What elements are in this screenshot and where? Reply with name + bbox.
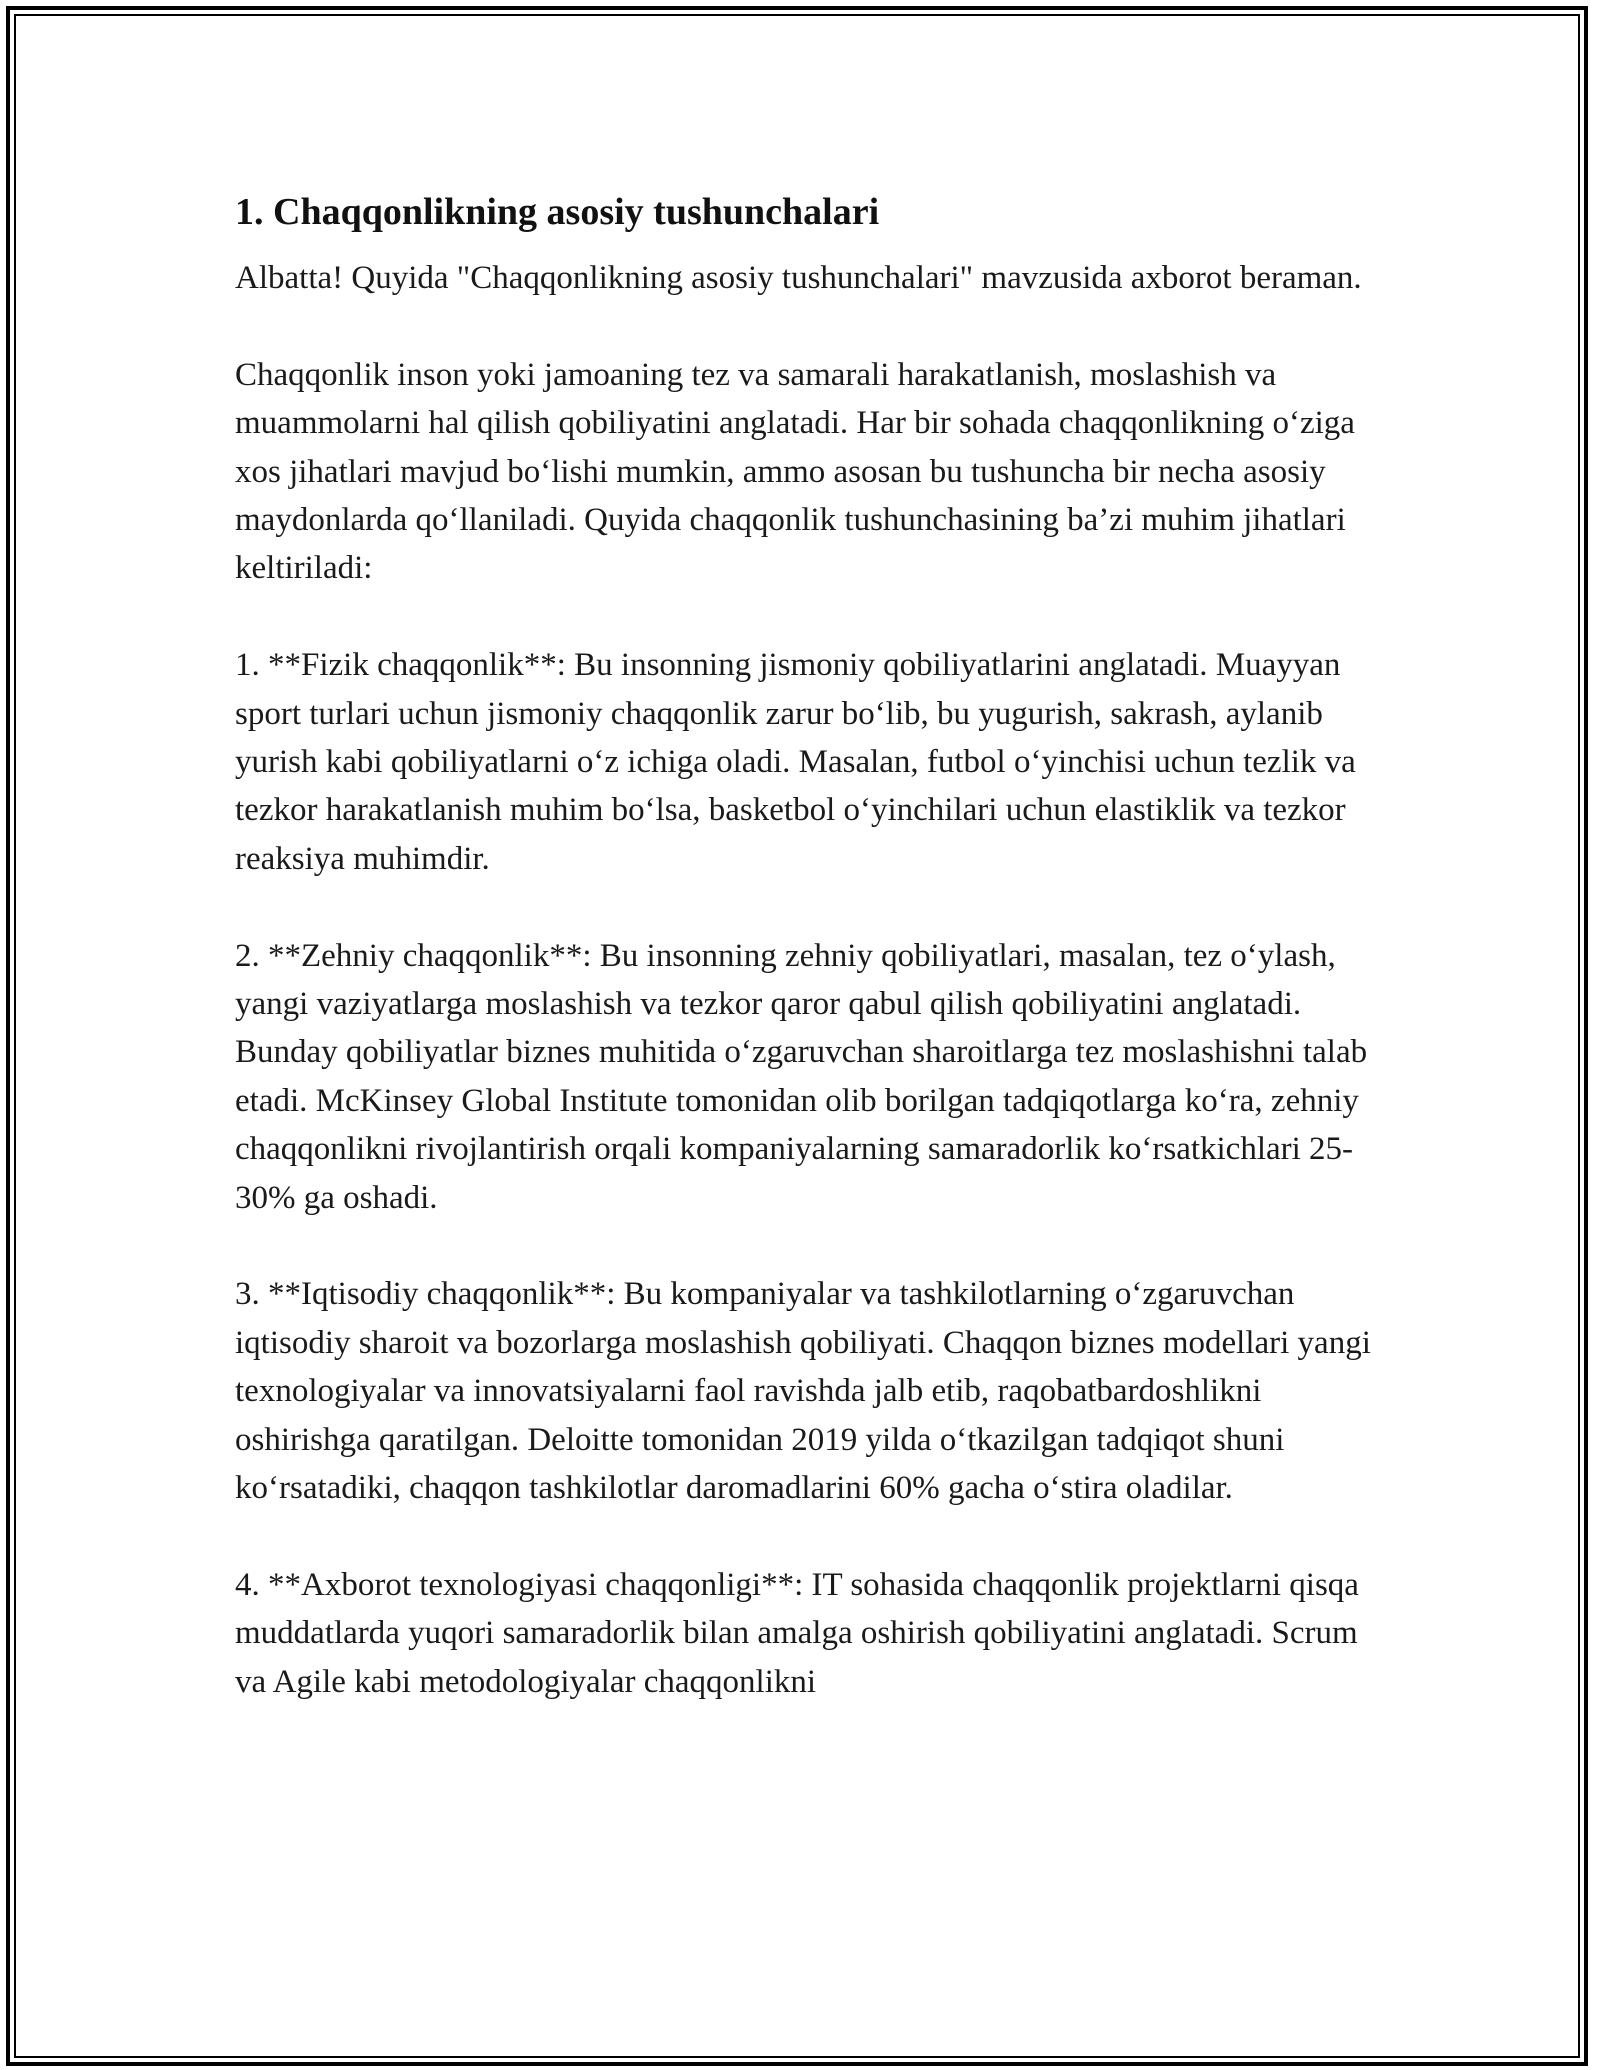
intro-paragraph: Albatta! Quyida "Chaqqonlikning asosiy tushunchalari" mavzusida axborot beraman. xyxy=(235,260,1362,296)
list-item-mental-agility: 2. **Zehniy chaqqonlik**: Bu insonning zehniy qobiliyatlari, masalan, tez o‘ylash, yangi vaziyatlarga moslashish va tezkor qaror qabul qilish qobiliyatini anglatadi. Bunday qobiliyatlar biznes muhitida o‘zgaruvchan sharoitlarga tez moslashishni talab etadi. McKinsey Global Institute tomonidan olib borilgan tadqiqotlarga ko‘ra, zehniy chaqqonlikni rivojlantirish orqali kompaniyalarning samaradorlik ko‘rsatkichlari 25-30% ga oshadi. xyxy=(235,937,1368,1216)
section-heading: 1. Chaqqonlikning asosiy tushunchalari xyxy=(235,191,880,233)
document-body xyxy=(235,184,1375,1755)
list-item-economic-agility: 3. **Iqtisodiy chaqqonlik**: Bu kompaniyalar va tashkilotlarning o‘zgaruvchan iqtisodiy sharoit va bozorlarga moslashish qobiliyati. Chaqqon biznes modellari yangi texnologiyalar va innovatsiyalarni faol ravishda jalb etib, raqobatbardoshlikni oshirishga qaratilgan. Deloitte tomonidan 2019 yilda o‘tkazilgan tadqiqot shuni ko‘rsatadiki, chaqqon tashkilotlar daromadlarini 60% gacha o‘stira oladilar. xyxy=(235,1276,1371,1507)
list-item-physical-agility: 1. **Fizik chaqqonlik**: Bu insonning jismoniy qobiliyatlarini anglatadi. Muayyan sport turlari uchun jismoniy chaqqonlik zarur bo‘lib, bu yugurish, sakrash, aylanib yurish kabi qobiliyatlarni o‘z ichiga oladi. Masalan, futbol o‘yinchisi uchun tezlik va tezkor harakatlanish muhim bo‘lsa, basketbol o‘yinchilari uchun elastiklik va tezkor reaksiya muhimdir. xyxy=(235,647,1356,877)
list-item-it-agility: 4. **Axborot texnologiyasi chaqqonligi**: IT sohasida chaqqonlik projektlarni qisqa muddatlarda yuqori samaradorlik bilan amalga oshirish qobiliyatini anglatadi. Scrum va Agile kabi metodologiyalar chaqqonlikni xyxy=(235,1566,1359,1700)
definition-paragraph: Chaqqonlik inson yoki jamoaning tez va samarali harakatlanish, moslashish va muammolarni hal qilish qobiliyatini anglatadi. Har bir sohada chaqqonlikning o‘ziga xos jihatlari mavjud bo‘lishi mumkin, ammo asosan bu tushuncha bir necha asosiy maydonlarda qo‘llaniladi. Quyida chaqqonlik tushunchasining ba’zi muhim jihatlari keltiriladi: xyxy=(235,356,1355,587)
